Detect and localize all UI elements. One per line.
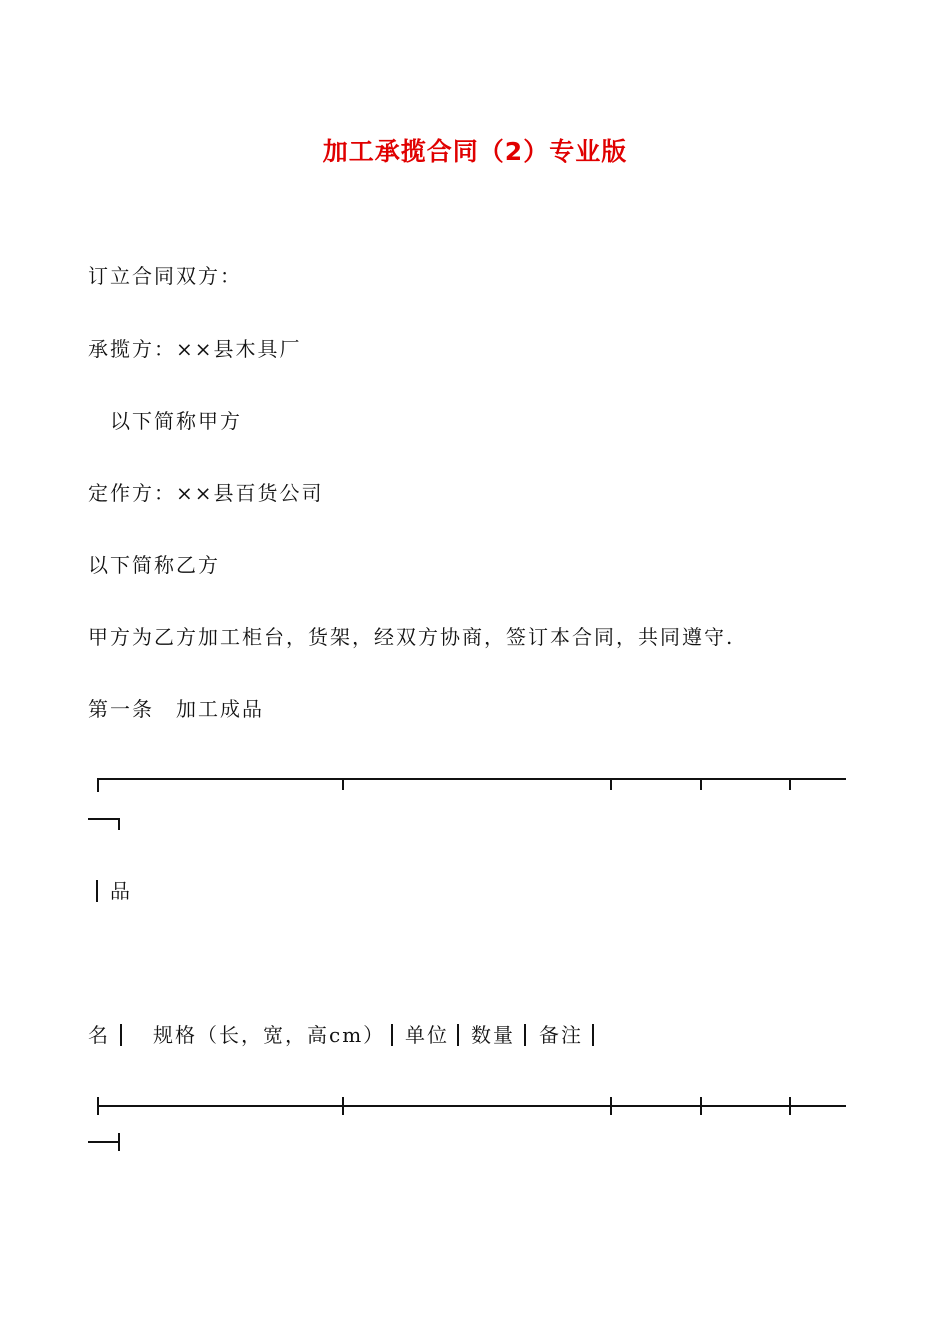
table-header-quantity: 数量 (471, 1023, 515, 1047)
table-middle-junction (342, 1097, 344, 1115)
contractor-line: 承揽方：××县木具厂 (88, 337, 302, 361)
table-header-name-part2: 名 (88, 1023, 110, 1047)
table-top-divider (342, 778, 344, 790)
table-middle-right-junction (118, 1133, 120, 1151)
table-header-name-part1: 品 (110, 879, 132, 903)
table-middle-junction (610, 1097, 612, 1115)
table-cell-border (391, 1024, 393, 1046)
table-middle-rule-wrap (88, 1141, 120, 1143)
table-top-rule-wrap (88, 818, 120, 820)
document-title: 加工承揽合同（2）专业版 (322, 137, 628, 166)
contractor-alias: 以下简称甲方 (110, 409, 242, 433)
orderer-alias: 以下简称乙方 (88, 553, 220, 577)
table-cell-border (457, 1024, 459, 1046)
article-1-heading: 第一条 加工成品 (88, 697, 264, 721)
table-header-unit: 单位 (405, 1023, 449, 1047)
table-middle-junction (700, 1097, 702, 1115)
table-top-left-corner (97, 778, 99, 792)
table-middle-rule (98, 1105, 846, 1107)
table-top-divider (610, 778, 612, 790)
table-top-right-corner (118, 818, 120, 830)
table-cell-border (524, 1024, 526, 1046)
parties-heading: 订立合同双方： (88, 264, 242, 288)
table-top-divider (789, 778, 791, 790)
table-cell-border (96, 880, 98, 902)
table-cell-border (592, 1024, 594, 1046)
preamble-paragraph: 甲方为乙方加工柜台，货架，经双方协商，签订本合同，共同遵守. (88, 625, 735, 649)
orderer-line: 定作方：××县百货公司 (88, 481, 324, 505)
table-top-divider (700, 778, 702, 790)
table-header-spec: 规格（长，宽，高cm） (153, 1023, 386, 1047)
table-middle-left-junction (97, 1097, 99, 1115)
table-header-remark: 备注 (539, 1023, 583, 1047)
table-middle-junction (789, 1097, 791, 1115)
table-top-rule (98, 778, 846, 780)
table-cell-border (120, 1024, 122, 1046)
